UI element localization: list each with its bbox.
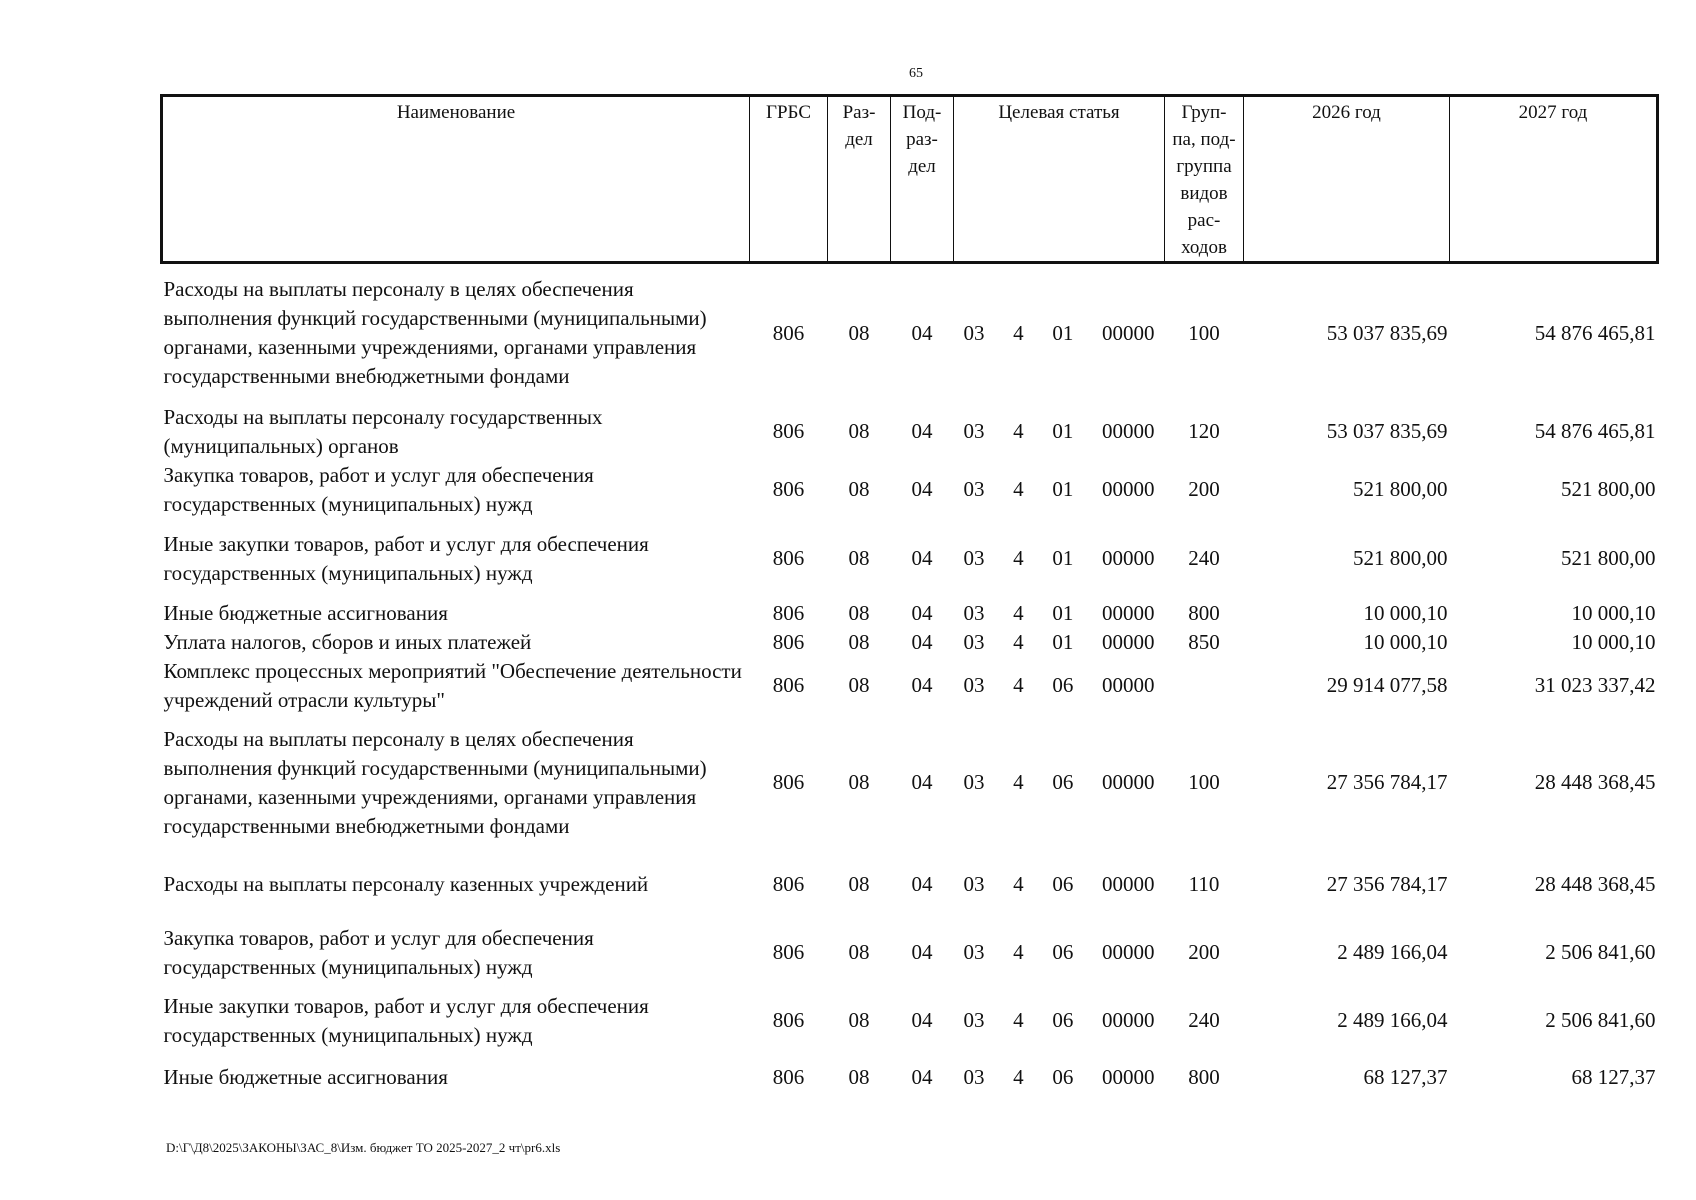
header-2026: 2026 год	[1244, 96, 1450, 263]
row-grbs: 806	[772, 600, 805, 625]
row-name: Расходы на выплаты персоналу в целях обеспечения выполнения функций государственными (муниципальными) органами, казенными учреждениями, органами управления государственными внебюджетными фондами	[163, 726, 707, 838]
row-razdel: 08	[848, 629, 870, 654]
row-celevaya-part: 06	[1052, 872, 1074, 896]
row-podrazdel: 04	[911, 1065, 933, 1089]
row-celevaya-part: 00000	[1101, 629, 1155, 654]
row-celevaya-part: 03	[963, 940, 985, 964]
row-vid-rashodov: 110	[1188, 872, 1220, 896]
row-razdel: 08	[848, 419, 870, 443]
header-podrazdel: Под- раз- дел	[891, 96, 954, 263]
row-celevaya-part: 4	[1013, 419, 1024, 443]
row-celevaya-part: 03	[963, 872, 985, 896]
table-header-row	[162, 96, 1658, 263]
row-amount-2027: 521 800,00	[1561, 546, 1656, 570]
budget-table	[160, 94, 1659, 1101]
row-celevaya-part: 4	[1013, 1008, 1024, 1032]
row-celevaya-part: 06	[1052, 770, 1074, 794]
row-razdel: 08	[848, 546, 870, 570]
header-name: Наименование	[162, 96, 750, 263]
row-amount-2027: 28 448 368,45	[1534, 770, 1656, 794]
footer-file-path: D:\Г\Д8\2025\ЗАКОНЫ\ЗАС_8\Изм. бюджет ТО 2025-2027_2 чт\pr6.xls	[166, 1140, 561, 1155]
table-row	[162, 1055, 1658, 1101]
row-name: Комплекс процессных мероприятий "Обеспечение деятельности учреждений отрасли культуры"	[163, 658, 742, 712]
row-vid-rashodov: 200	[1188, 940, 1220, 964]
row-vid-rashodov: 800	[1188, 600, 1220, 625]
row-celevaya-part: 01	[1052, 320, 1074, 345]
row-amount-2027: 10 000,10	[1571, 629, 1656, 654]
row-celevaya-part: 01	[1052, 419, 1074, 443]
row-celevaya-part: 4	[1013, 940, 1024, 964]
row-celevaya-part: 06	[1052, 940, 1074, 964]
table-row	[162, 657, 1658, 715]
row-celevaya-part: 4	[1013, 1065, 1024, 1089]
row-vid-rashodov: 850	[1188, 629, 1220, 654]
row-celevaya-part: 00000	[1101, 872, 1155, 896]
row-amount-2026: 521 800,00	[1353, 546, 1448, 570]
row-podrazdel: 04	[911, 477, 933, 501]
row-celevaya-statya	[954, 987, 1165, 1055]
row-vid-rashodov: 240	[1188, 1008, 1220, 1032]
row-razdel: 08	[848, 477, 870, 501]
row-amount-2027: 28 448 368,45	[1534, 872, 1656, 896]
row-celevaya-statya	[954, 1055, 1165, 1101]
row-amount-2027: 2 506 841,60	[1545, 940, 1656, 964]
row-celevaya-part: 00000	[1101, 477, 1155, 501]
row-razdel: 08	[848, 1065, 870, 1089]
row-celevaya-part: 03	[963, 1008, 985, 1032]
row-name: Иные бюджетные ассигнования	[163, 1065, 448, 1089]
row-celevaya-part: 03	[963, 629, 985, 654]
row-name: Иные закупки товаров, работ и услуг для обеспечения государственных (муниципальных) нужд	[163, 531, 649, 585]
row-podrazdel: 04	[911, 1008, 933, 1032]
row-amount-2027: 521 800,00	[1561, 477, 1656, 501]
row-celevaya-part: 4	[1013, 546, 1024, 570]
row-grbs: 806	[772, 419, 805, 443]
row-celevaya-part: 4	[1013, 320, 1024, 345]
row-podrazdel: 04	[911, 770, 933, 794]
table-row	[162, 599, 1658, 628]
row-amount-2027: 10 000,10	[1571, 600, 1656, 625]
row-celevaya-part: 06	[1052, 1008, 1074, 1032]
row-celevaya-part: 00000	[1101, 320, 1155, 345]
row-name: Расходы на выплаты персоналу в целях обеспечения выполнения функций государственными (муниципальными) органами, казенными учреждениями, органами управления государственными внебюджетными фондами	[163, 277, 707, 389]
row-amount-2026: 521 800,00	[1353, 477, 1448, 501]
row-celevaya-part: 00000	[1101, 940, 1155, 964]
row-name: Иные бюджетные ассигнования	[163, 600, 448, 625]
row-celevaya-part: 00000	[1101, 546, 1155, 570]
row-amount-2026: 2 489 166,04	[1337, 1008, 1448, 1032]
row-razdel: 08	[848, 673, 870, 697]
row-celevaya-statya	[954, 519, 1165, 599]
row-razdel: 08	[848, 940, 870, 964]
header-grbs: ГРБС	[750, 96, 828, 263]
row-grbs: 806	[772, 629, 805, 654]
row-amount-2027: 2 506 841,60	[1545, 1008, 1656, 1032]
row-amount-2026: 27 356 784,17	[1326, 770, 1448, 794]
table-row	[162, 715, 1658, 851]
row-amount-2026: 10 000,10	[1363, 629, 1448, 654]
header-gruppa-vidov-rashodov: Груп- па, под- группа видов рас- ходов	[1165, 96, 1244, 263]
row-podrazdel: 04	[911, 419, 933, 443]
row-amount-2026: 53 037 835,69	[1326, 419, 1448, 443]
table-row	[162, 987, 1658, 1055]
row-celevaya-part: 03	[963, 546, 985, 570]
row-celevaya-part: 00000	[1101, 673, 1155, 697]
row-amount-2026: 27 356 784,17	[1326, 872, 1448, 896]
row-grbs: 806	[772, 1008, 805, 1032]
table-row	[162, 919, 1658, 987]
row-name: Уплата налогов, сборов и иных платежей	[163, 629, 532, 654]
header-2027: 2027 год	[1450, 96, 1658, 263]
row-amount-2026: 29 914 077,58	[1326, 673, 1448, 697]
row-celevaya-part: 03	[963, 770, 985, 794]
row-name: Закупка товаров, работ и услуг для обеспечения государственных (муниципальных) нужд	[163, 462, 594, 516]
table-row	[162, 519, 1658, 599]
table-row	[162, 851, 1658, 919]
row-celevaya-part: 4	[1013, 600, 1024, 625]
row-amount-2026: 53 037 835,69	[1326, 320, 1448, 345]
row-celevaya-part: 00000	[1101, 770, 1155, 794]
row-celevaya-part: 00000	[1101, 1065, 1155, 1089]
row-celevaya-part: 03	[963, 419, 985, 443]
row-grbs: 806	[772, 1065, 805, 1089]
row-celevaya-statya	[954, 657, 1165, 715]
row-celevaya-part: 00000	[1101, 600, 1155, 625]
row-amount-2027: 54 876 465,81	[1534, 419, 1656, 443]
row-celevaya-statya	[954, 715, 1165, 851]
row-name: Расходы на выплаты персоналу государственных (муниципальных) органов	[163, 404, 603, 458]
row-amount-2027: 31 023 337,42	[1534, 673, 1656, 697]
row-celevaya-part: 01	[1052, 600, 1074, 625]
row-vid-rashodov: 240	[1188, 546, 1220, 570]
row-celevaya-part: 03	[963, 673, 985, 697]
row-celevaya-part: 01	[1052, 546, 1074, 570]
row-amount-2026: 2 489 166,04	[1337, 940, 1448, 964]
row-celevaya-part: 03	[963, 1065, 985, 1089]
row-razdel: 08	[848, 872, 870, 896]
row-celevaya-statya	[954, 599, 1165, 628]
row-celevaya-part: 03	[963, 477, 985, 501]
row-celevaya-part: 4	[1013, 629, 1024, 654]
row-razdel: 08	[848, 1008, 870, 1032]
row-razdel: 08	[848, 320, 870, 345]
table-row	[162, 263, 1658, 403]
row-amount-2027: 54 876 465,81	[1534, 320, 1656, 345]
row-name: Закупка товаров, работ и услуг для обеспечения государственных (муниципальных) нужд	[163, 925, 594, 979]
page-number: 65	[909, 66, 923, 81]
row-vid-rashodov	[1165, 657, 1244, 715]
row-vid-rashodov: 800	[1188, 1065, 1220, 1089]
header-razdel: Раз- дел	[828, 96, 891, 263]
row-grbs: 806	[772, 940, 805, 964]
row-amount-2027: 68 127,37	[1571, 1065, 1656, 1089]
row-grbs: 806	[772, 770, 805, 794]
header-celevaya-statya: Целевая статья	[954, 96, 1165, 263]
row-celevaya-statya	[954, 403, 1165, 461]
row-razdel: 08	[848, 770, 870, 794]
row-celevaya-part: 4	[1013, 477, 1024, 501]
row-podrazdel: 04	[911, 629, 933, 654]
row-celevaya-part: 03	[963, 320, 985, 345]
row-podrazdel: 04	[911, 320, 933, 345]
row-grbs: 806	[772, 546, 805, 570]
row-celevaya-statya	[954, 851, 1165, 919]
row-celevaya-part: 00000	[1101, 1008, 1155, 1032]
row-vid-rashodov: 100	[1188, 770, 1220, 794]
table-row	[162, 461, 1658, 519]
row-grbs: 806	[772, 477, 805, 501]
row-vid-rashodov: 120	[1188, 419, 1220, 443]
row-celevaya-part: 06	[1052, 1065, 1074, 1089]
row-celevaya-part: 00000	[1101, 419, 1155, 443]
row-celevaya-part: 01	[1052, 629, 1074, 654]
row-amount-2026: 68 127,37	[1363, 1065, 1448, 1089]
row-podrazdel: 04	[911, 673, 933, 697]
row-celevaya-part: 4	[1013, 872, 1024, 896]
row-name: Расходы на выплаты персоналу казенных учреждений	[163, 872, 649, 896]
row-celevaya-statya	[954, 919, 1165, 987]
row-name: Иные закупки товаров, работ и услуг для обеспечения государственных (муниципальных) нужд	[163, 993, 649, 1047]
row-podrazdel: 04	[911, 600, 933, 625]
row-grbs: 806	[772, 673, 805, 697]
row-celevaya-statya	[954, 263, 1165, 403]
row-vid-rashodov: 200	[1188, 477, 1220, 501]
row-podrazdel: 04	[911, 546, 933, 570]
row-celevaya-part: 4	[1013, 770, 1024, 794]
row-amount-2026: 10 000,10	[1363, 600, 1448, 625]
table-row	[162, 403, 1658, 461]
row-vid-rashodov: 100	[1188, 320, 1220, 345]
row-celevaya-part: 03	[963, 600, 985, 625]
row-celevaya-part: 06	[1052, 673, 1074, 697]
row-grbs: 806	[772, 872, 805, 896]
row-celevaya-statya	[954, 461, 1165, 519]
table-row	[162, 628, 1658, 657]
row-grbs: 806	[772, 320, 805, 345]
row-celevaya-part: 01	[1052, 477, 1074, 501]
row-podrazdel: 04	[911, 940, 933, 964]
row-razdel: 08	[848, 600, 870, 625]
row-podrazdel: 04	[911, 872, 933, 896]
row-celevaya-part: 4	[1013, 673, 1024, 697]
row-celevaya-statya	[954, 628, 1165, 657]
